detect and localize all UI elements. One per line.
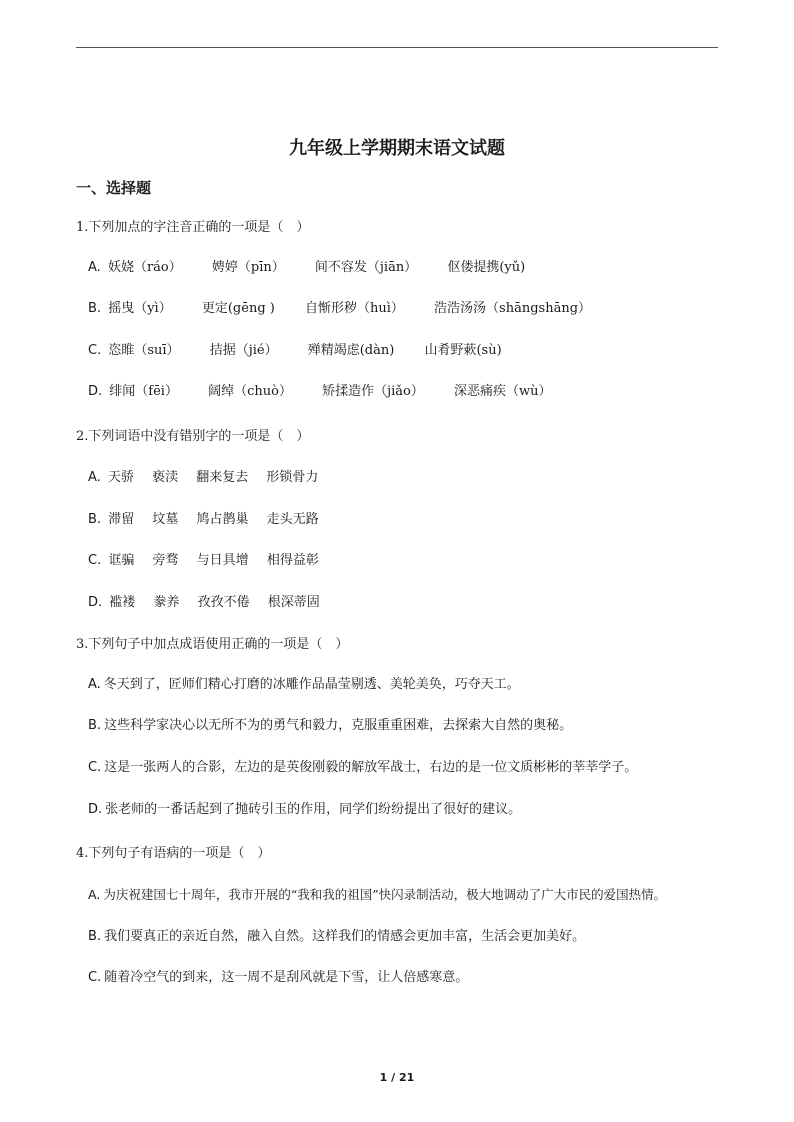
header-rule — [76, 47, 718, 48]
question-3-option-d[interactable] — [88, 801, 521, 819]
option-text: 冬天到了，匠师们精心打磨的冰雕作品晶莹剔透、美轮美奂，巧夺天工。 — [103, 677, 520, 692]
option-term: 摇曳（yì） — [108, 301, 172, 316]
option-term: 山肴野蔌(sù) — [424, 343, 502, 358]
option-term: 根深蒂固 — [267, 595, 320, 610]
option-term: 浩浩汤汤（shāngshāng） — [434, 301, 592, 316]
question-1-option-c[interactable] — [88, 342, 528, 360]
question-4-option-c[interactable] — [88, 969, 468, 987]
option-label: C. — [88, 343, 102, 358]
option-term: 相得益彰 — [266, 553, 319, 568]
option-term: 殚精竭虑(dàn) — [307, 343, 395, 358]
option-term: 诓骗 — [108, 553, 135, 568]
question-4-option-b[interactable] — [88, 928, 585, 946]
option-text: 张老师的一番话起到了抛砖引玉的作用，同学们纷纷提出了很好的建议。 — [105, 802, 522, 817]
question-4-option-a[interactable] — [88, 886, 666, 904]
page-number: 1 / 21 — [379, 1071, 415, 1084]
option-label: D. — [88, 802, 103, 817]
option-label: A. — [88, 677, 101, 692]
option-label: D. — [88, 595, 103, 610]
option-label: C. — [88, 553, 102, 568]
option-term: 绯闻（fēi） — [109, 384, 178, 399]
option-term: 天骄 — [107, 470, 134, 485]
option-term: 亵渎 — [152, 470, 179, 485]
option-term: 旁骛 — [152, 553, 179, 568]
option-text: 为庆祝建国七十周年，我市开展的“我和我的祖国”快闪录制活动，极大地调动了广大市民的爱国热情。 — [103, 887, 667, 902]
question-2-option-a[interactable] — [88, 469, 332, 487]
option-label: B. — [88, 301, 102, 316]
option-label: C. — [88, 970, 102, 985]
option-term: 自惭形秽（huì） — [305, 301, 404, 316]
question-3-option-c[interactable] — [88, 759, 637, 777]
document-title: 九年级上学期期末语文试题 — [289, 138, 505, 159]
question-3-option-a[interactable] — [88, 676, 520, 694]
question-1-stem: 1.下列加点的字注音正确的一项是（ ） — [76, 220, 310, 235]
option-term: 间不容发（jiān） — [314, 260, 418, 275]
option-text: 随着冷空气的到来，这一周不是刮风就是下雪，让人倍感寒意。 — [104, 970, 469, 985]
option-text: 我们要真正的亲近自然，融入自然。这样我们的情感会更加丰富，生活会更加美好。 — [104, 929, 586, 944]
question-1-option-d[interactable] — [88, 383, 578, 401]
option-label: B. — [88, 929, 102, 944]
option-term: 形锁骨力 — [266, 470, 319, 485]
option-label: C. — [88, 760, 102, 775]
option-text: 这是一张两人的合影，左边的是英俊刚毅的解放军战士，右边的是一位文质彬彬的莘莘学子。 — [104, 760, 638, 775]
option-label: A. — [88, 470, 101, 485]
option-label: B. — [88, 512, 102, 527]
question-2-option-b[interactable] — [88, 511, 333, 529]
option-term: 娉婷（pīn） — [211, 260, 285, 275]
section-heading: 一、选择题 — [76, 179, 152, 197]
option-term: 与日具增 — [196, 553, 249, 568]
option-text: 这些科学家决心以无所不为的勇气和毅力，克服重重困难，去探索大自然的奥秘。 — [104, 718, 573, 733]
option-term: 妖娆（ráo） — [107, 260, 182, 275]
option-label: A. — [88, 260, 101, 275]
question-1-option-a[interactable] — [88, 259, 551, 277]
option-label: D. — [88, 384, 103, 399]
question-2-option-d[interactable] — [88, 594, 334, 612]
option-term: 褴褛 — [109, 595, 136, 610]
option-term: 恣睢（suī） — [108, 343, 180, 358]
question-1-option-b[interactable] — [88, 300, 617, 318]
option-term: 更定(gēng ) — [201, 301, 275, 316]
option-term: 坟墓 — [152, 512, 179, 527]
option-term: 翻来复去 — [196, 470, 249, 485]
option-term: 鸠占鹊巢 — [196, 512, 249, 527]
option-term: 孜孜不倦 — [197, 595, 250, 610]
option-term: 豢养 — [153, 595, 180, 610]
option-term: 矫揉造作（jiǎo） — [322, 384, 424, 399]
option-term: 阔绰（chuò） — [208, 384, 292, 399]
question-2-stem: 2.下列词语中没有错别字的一项是（ ） — [76, 429, 310, 444]
option-term: 伛偻提携(yǔ) — [447, 260, 526, 275]
question-2-option-c[interactable] — [88, 552, 333, 570]
question-3-option-b[interactable] — [88, 717, 572, 735]
option-term: 深恶痛疾（wù） — [454, 384, 552, 399]
option-term: 走头无路 — [266, 512, 319, 527]
question-3-stem: 3.下列句子中加点成语使用正确的一项是（ ） — [76, 637, 349, 652]
option-term: 滞留 — [108, 512, 135, 527]
option-term: 拮据（jié） — [209, 343, 278, 358]
question-4-stem: 4.下列句子有语病的一项是（ ） — [76, 846, 271, 861]
option-label: B. — [88, 718, 102, 733]
option-label: A. — [88, 887, 101, 902]
